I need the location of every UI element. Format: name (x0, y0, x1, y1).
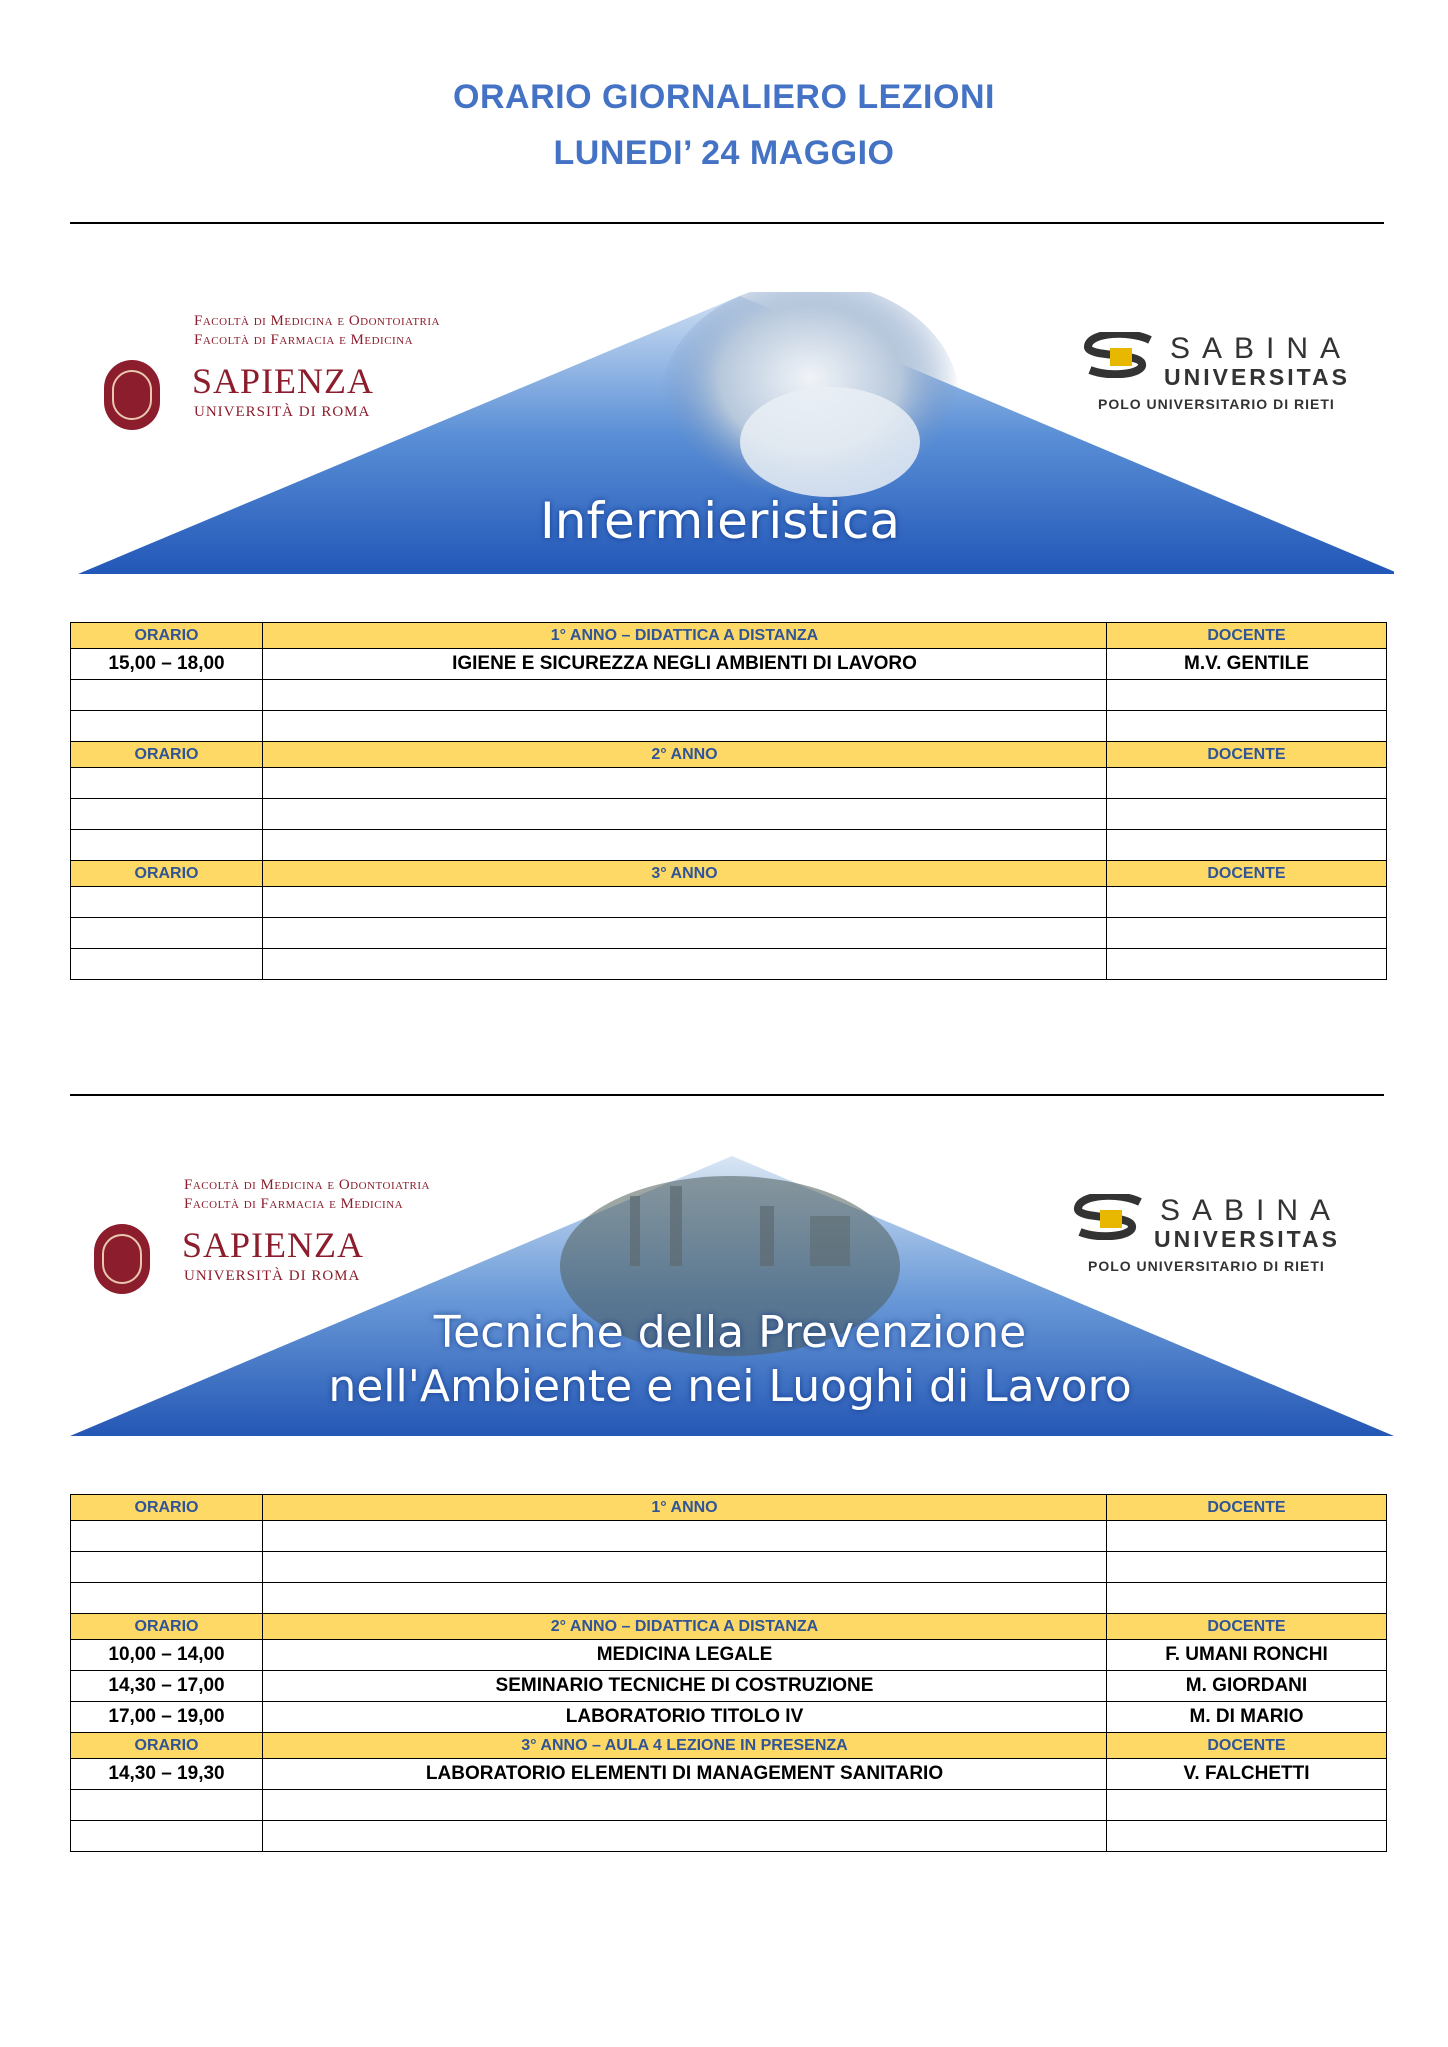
table-row (71, 1790, 1387, 1821)
cell-materia (263, 799, 1107, 830)
cell-docente (1107, 1790, 1387, 1821)
table-row (71, 649, 1387, 680)
cell-docente (1107, 799, 1387, 830)
cell-orario: 14,30 – 17,00 (71, 1671, 263, 1702)
universitas-word: UNIVERSITAS (1164, 364, 1350, 390)
table-header-row (71, 861, 1387, 887)
cell-materia (263, 1583, 1107, 1614)
table-header-row (71, 742, 1387, 768)
table-row (71, 680, 1387, 711)
cell-materia: IGIENE E SICUREZZA NEGLI AMBIENTI DI LAVORO (263, 649, 1107, 680)
faculty-lines (184, 1176, 430, 1214)
header-docente: DOCENTE (1107, 861, 1387, 887)
table-row (71, 830, 1387, 861)
universitas-word: UNIVERSITAS (1154, 1226, 1340, 1252)
sapienza-logo-text: SAPIENZA (192, 361, 375, 401)
cell-materia (263, 1521, 1107, 1552)
cell-orario (71, 1583, 263, 1614)
page-subtitle-date: LUNEDI’ 24 MAGGIO (553, 134, 895, 172)
sapienza-seal-icon (94, 1224, 150, 1294)
cell-materia: LABORATORIO TITOLO IV (263, 1702, 1107, 1733)
faculty-line-2: Facoltà di Farmacia e Medicina (194, 332, 414, 348)
table-header-row (71, 1495, 1387, 1521)
cell-docente: M. GIORDANI (1107, 1671, 1387, 1702)
cell-materia: MEDICINA LEGALE (263, 1640, 1107, 1671)
cell-materia: SEMINARIO TECNICHE DI COSTRUZIONE (263, 1671, 1107, 1702)
header-orario: ORARIO (71, 742, 263, 768)
sabina-s-logo-icon (1070, 1194, 1150, 1240)
table-row (71, 1521, 1387, 1552)
header-docente: DOCENTE (1107, 1614, 1387, 1640)
header-orario: ORARIO (71, 1614, 263, 1640)
table-row (71, 1671, 1387, 1702)
divider-top (70, 222, 1384, 224)
header-orario: ORARIO (71, 1733, 263, 1759)
cell-orario (71, 1552, 263, 1583)
table-row (71, 1552, 1387, 1583)
cell-docente: M. DI MARIO (1107, 1702, 1387, 1733)
cell-docente (1107, 830, 1387, 861)
table-header-row (71, 623, 1387, 649)
cell-materia (263, 1790, 1107, 1821)
page-title: ORARIO GIORNALIERO LEZIONI (453, 78, 995, 116)
header-anno: 1° ANNO – DIDATTICA A DISTANZA (263, 623, 1107, 649)
faculty-line-1: Facoltà di Medicina e Odontoiatria (184, 1177, 430, 1193)
cell-orario (71, 799, 263, 830)
cell-materia (263, 830, 1107, 861)
cell-materia (263, 680, 1107, 711)
cell-docente (1107, 680, 1387, 711)
cell-materia (263, 918, 1107, 949)
header-docente: DOCENTE (1107, 742, 1387, 768)
table-row (71, 918, 1387, 949)
banner-prevenzione (70, 1156, 1394, 1446)
polo-text: POLO UNIVERSITARIO DI RIETI (1088, 1258, 1325, 1274)
cell-docente (1107, 918, 1387, 949)
cell-docente (1107, 887, 1387, 918)
cell-docente: F. UMANI RONCHI (1107, 1640, 1387, 1671)
polo-text: POLO UNIVERSITARIO DI RIETI (1098, 396, 1335, 412)
table-row (71, 949, 1387, 980)
banner-title: Infermieristica (540, 492, 900, 550)
table-header-row (71, 1733, 1387, 1759)
cell-orario (71, 949, 263, 980)
header-anno: 2° ANNO (263, 742, 1107, 768)
cell-docente (1107, 1552, 1387, 1583)
header-docente: DOCENTE (1107, 1495, 1387, 1521)
cell-materia (263, 887, 1107, 918)
table-row (71, 1702, 1387, 1733)
sabina-word: SABINA (1170, 332, 1353, 365)
banner-infermieristica (70, 292, 1394, 582)
table-row (71, 799, 1387, 830)
table-row (71, 1759, 1387, 1790)
header-orario: ORARIO (71, 623, 263, 649)
cell-docente (1107, 1521, 1387, 1552)
cell-orario: 17,00 – 19,00 (71, 1702, 263, 1733)
sabina-word: SABINA (1160, 1194, 1343, 1227)
cell-orario: 14,30 – 19,30 (71, 1759, 263, 1790)
faculty-line-2: Facoltà di Farmacia e Medicina (184, 1196, 404, 1212)
cell-docente (1107, 1583, 1387, 1614)
banner-title-line-1: Tecniche della Prevenzione (433, 1307, 1027, 1358)
cell-materia (263, 949, 1107, 980)
sapienza-seal-icon (104, 360, 160, 430)
table-header-row (71, 1614, 1387, 1640)
faculty-lines (194, 312, 440, 350)
header-orario: ORARIO (71, 861, 263, 887)
table-row (71, 1583, 1387, 1614)
table-row (71, 1640, 1387, 1671)
header-anno: 2° ANNO – DIDATTICA A DISTANZA (263, 1614, 1107, 1640)
cell-materia (263, 768, 1107, 799)
schedule-table-prevenzione (70, 1494, 1387, 1852)
cell-orario (71, 1790, 263, 1821)
faculty-line-1: Facoltà di Medicina e Odontoiatria (194, 313, 440, 329)
header-anno: 1° ANNO (263, 1495, 1107, 1521)
cell-materia (263, 1552, 1107, 1583)
sapienza-sub-text: UNIVERSITÀ DI ROMA (194, 404, 371, 420)
cell-orario (71, 1821, 263, 1852)
banner-title-line-2: nell'Ambiente e nei Luoghi di Lavoro (328, 1361, 1132, 1412)
header-docente: DOCENTE (1107, 1733, 1387, 1759)
cell-docente: V. FALCHETTI (1107, 1759, 1387, 1790)
header-orario: ORARIO (71, 1495, 263, 1521)
cell-orario (71, 711, 263, 742)
cell-docente (1107, 949, 1387, 980)
cell-orario (71, 830, 263, 861)
cell-docente (1107, 711, 1387, 742)
cell-materia (263, 711, 1107, 742)
header-docente: DOCENTE (1107, 623, 1387, 649)
sapienza-sub-text: UNIVERSITÀ DI ROMA (184, 1268, 361, 1284)
cell-orario (71, 680, 263, 711)
sapienza-logo-text: SAPIENZA (182, 1225, 365, 1265)
cell-materia (263, 1821, 1107, 1852)
cell-orario (71, 1521, 263, 1552)
divider-middle (70, 1094, 1384, 1096)
cell-orario (71, 887, 263, 918)
table-row (71, 711, 1387, 742)
cell-docente (1107, 768, 1387, 799)
banner-title (290, 1306, 1170, 1414)
header-anno: 3° ANNO (263, 861, 1107, 887)
table-row (71, 768, 1387, 799)
header-anno: 3° ANNO – AULA 4 LEZIONE IN PRESENZA (263, 1733, 1107, 1759)
cell-orario: 15,00 – 18,00 (71, 649, 263, 680)
cell-materia: LABORATORIO ELEMENTI DI MANAGEMENT SANITARIO (263, 1759, 1107, 1790)
cell-docente: M.V. GENTILE (1107, 649, 1387, 680)
schedule-table-infermieristica (70, 622, 1387, 980)
cell-docente (1107, 1821, 1387, 1852)
cell-orario (71, 918, 263, 949)
cell-orario: 10,00 – 14,00 (71, 1640, 263, 1671)
table-row (71, 887, 1387, 918)
table-row (71, 1821, 1387, 1852)
sabina-s-logo-icon (1080, 332, 1160, 378)
cell-orario (71, 768, 263, 799)
